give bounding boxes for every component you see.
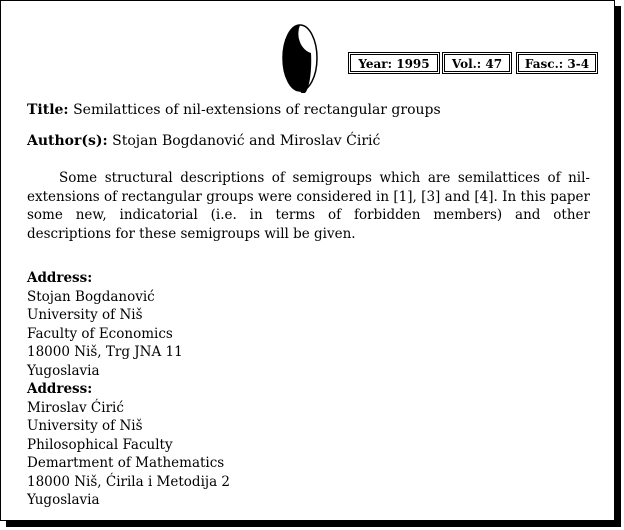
address-line: Yugoslavia <box>27 362 100 379</box>
paper-title: Semilattices of nil-extensions of rectangular groups <box>73 102 441 118</box>
title-label: Title: <box>27 102 69 118</box>
address-line: Stojan Bogdanović <box>27 288 155 305</box>
authors-label: Author(s): <box>27 133 108 149</box>
address-line: Yugoslavia <box>27 492 100 508</box>
address-line: 18000 Niš, Ćirila i Metodija 2 <box>27 473 231 490</box>
address-line: University of Niš <box>27 307 143 323</box>
fascicle-badge: Fasc.: 3-4 <box>518 54 596 72</box>
address-label: Address: <box>27 270 93 286</box>
address-line: Faculty of Economics <box>27 325 173 342</box>
address-block-2 <box>27 380 230 510</box>
year-badge: Year: 1995 <box>350 54 438 72</box>
address-line: Miroslav Ćirić <box>27 399 124 416</box>
address-line: Demartment of Mathematics <box>27 455 225 471</box>
journal-logo <box>281 23 319 93</box>
address-line: Philosophical Faculty <box>27 436 173 453</box>
address-line: 18000 Niš, Trg JNA 11 <box>27 344 183 360</box>
address-label: Address: <box>27 381 93 397</box>
paper-authors: Stojan Bogdanović and Miroslav Ćirić <box>112 133 381 149</box>
abstract-text: Some structural descriptions of semigroups which are semilattices of nil-extensions of rectangular groups were considered in [1], [3] and [4]. In this paper some new, indicatorial (i.e. in terms of forbidden members) and other descriptions for these semigroups will be given. <box>27 170 590 242</box>
address-block-1 <box>27 269 183 380</box>
volume-badge: Vol.: 47 <box>444 54 510 72</box>
authors-line <box>27 133 380 149</box>
title-line <box>27 102 441 118</box>
address-line: University of Niš <box>27 418 143 434</box>
